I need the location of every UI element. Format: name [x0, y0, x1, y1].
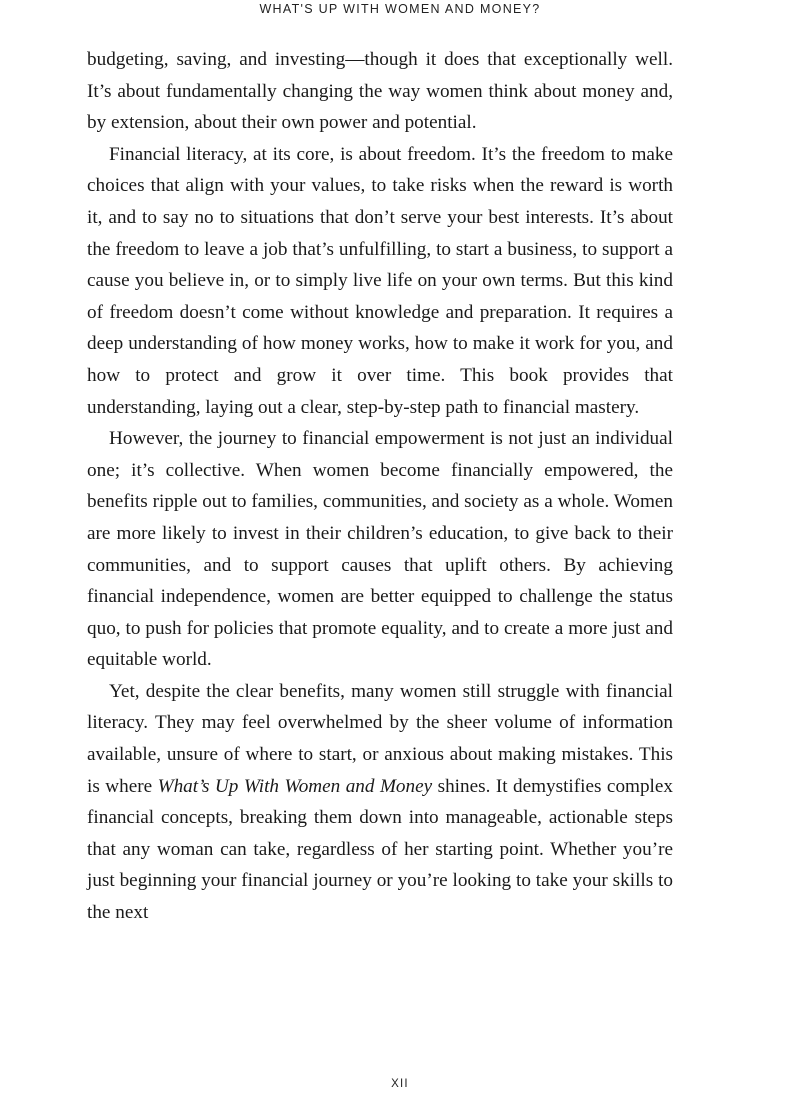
- paragraph-struggle: [87, 676, 673, 929]
- paragraph-collective-journey: However, the journey to financial empowerment is not just an individual one; it’s collective. When women become financially empowered, the benefits ripple out to families, communities, and society as a whole. Women are more likely to invest in their children’s education, to give back to their communities, and to support causes that uplift others. By achieving financial independence, women are better equipped to challenge the status quo, to push for policies that promote equality, and to create a more just and equitable world.: [87, 428, 673, 671]
- paragraph-text-before-title: Yet, despite the clear benefits, many women still struggle with financial literacy. They may feel overwhelmed by the sheer volume of information available, unsure of where to start, or anxious about making mistakes. This is where: [87, 680, 673, 797]
- page-number: XII: [391, 1078, 409, 1090]
- paragraph-continued: budgeting, saving, and investing—though it does that exceptionally well. It’s about fundamentally changing the way women think about money and, by extension, about their own power and potential.: [87, 49, 673, 134]
- book-title: What’s Up With Women and Money: [157, 775, 433, 797]
- paragraph-text-after-title: shines. It demystifies complex financial concepts, breaking them down into manageable, actionable steps that any woman can take, regardless of her starting point. Whether you’re just beginning your financial journey or you’re looking to take your skills to the next: [87, 775, 673, 924]
- body-text: [87, 44, 673, 929]
- paragraph-financial-literacy: Financial literacy, at its core, is about freedom. It’s the freedom to make choices that align with your values, to take risks when the reward is worth it, and to say no to situations that don’t serve your best interests. It’s about the freedom to leave a job that’s unfulfilling, to start a business, to support a cause you believe in, or to simply live life on your own terms. But this kind of freedom doesn’t come without knowledge and preparation. It requires a deep understanding of how money works, how to make it work for you, and how to protect and grow it over time. This book provides that understanding, laying out a clear, step-by-step path to financial mastery.: [87, 143, 673, 418]
- running-head: WHAT'S UP WITH WOMEN AND MONEY?: [259, 2, 541, 16]
